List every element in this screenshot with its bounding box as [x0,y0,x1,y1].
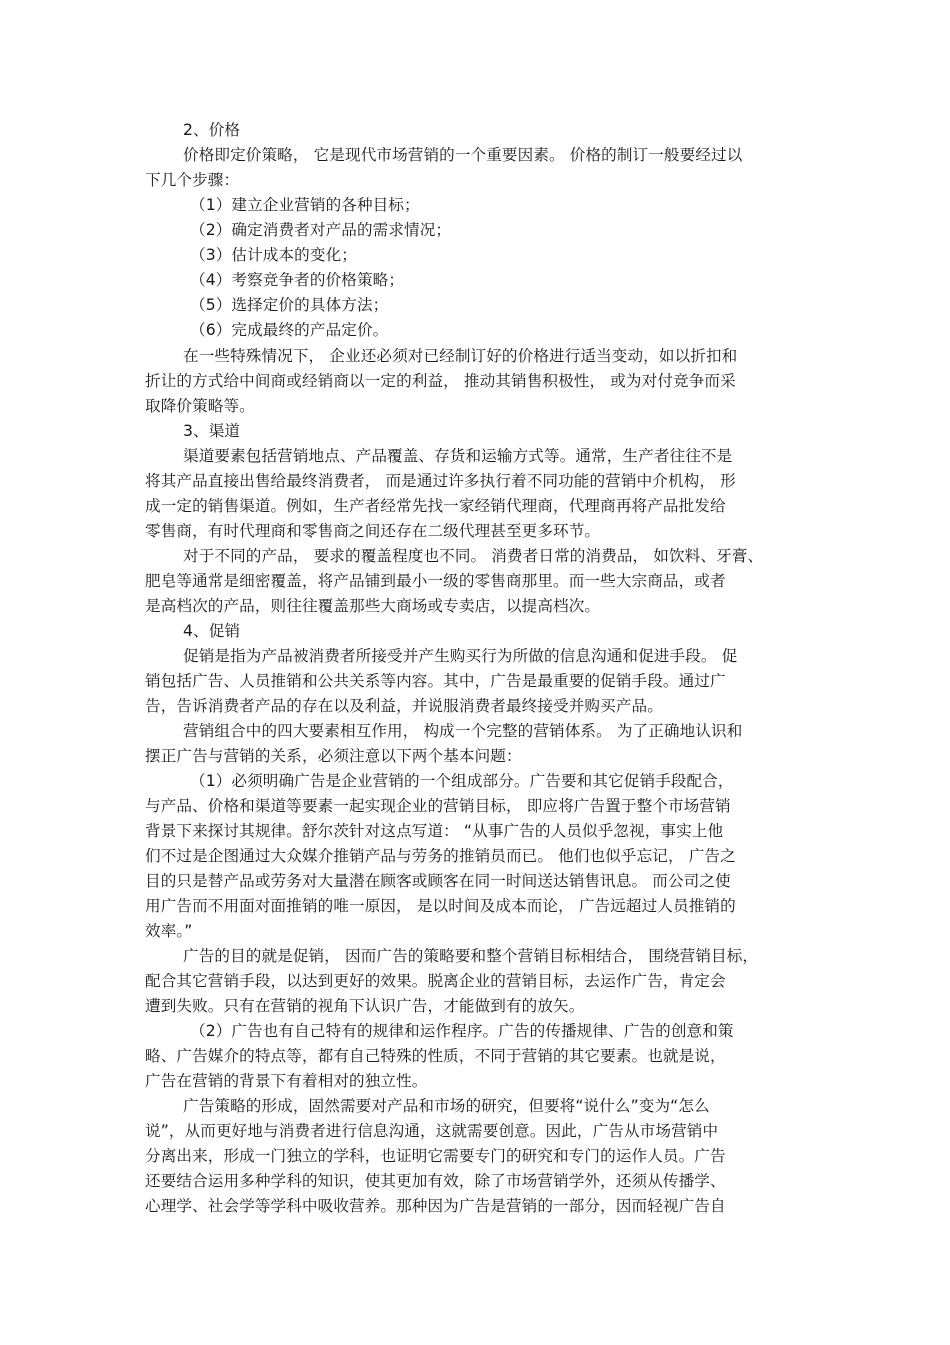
paragraph-line: 营销组合中的四大要素相互作用， 构成一个完整的营销体系。 为了正确地认识和 [183,722,743,740]
paragraph-line: 略、广告媒介的特点等，都有自己特殊的性质，不同于营销的其它要素。也就是说， [145,1047,726,1065]
list-item-step-3: （3）估计成本的变化； [190,246,357,264]
paragraph-line: 将其产品直接出售给最终消费者， 而是通过许多执行着不同功能的营销中介机构， 形 [145,472,736,490]
paragraph-line: 目的只是替产品或劳务对大量潜在顾客或顾客在同一时间送达销售讯息。 而公司之使 [145,872,731,890]
paragraph-line: 广告的目的就是促销， 因而广告的策略要和整个营销目标相结合， 围绕营销目标， [183,947,759,965]
heading-price: 2、价格 [183,121,241,139]
paragraph-line: 广告在营销的背景下有着相对的独立性。 [145,1072,428,1090]
paragraph-line: 们不过是企图通过大众媒介推销产品与劳务的推销员而已。 他们也似乎忘记， 广告之 [145,847,736,865]
paragraph-line: 遭到失败。只有在营销的视角下认识广告，才能做到有的放矢。 [145,997,585,1015]
paragraph-line: 告，告诉消费者产品的存在以及利益，并说服消费者最终接受并购买产品。 [145,697,663,715]
paragraph-line: 取降价策略等。 [145,397,255,415]
paragraph-line: 渠道要素包括营销地点、产品覆盖、存货和运输方式等。通常，生产者往往不是 [183,447,733,465]
list-item-step-1: （1）建立企业营销的各种目标； [190,196,420,214]
paragraph-line: 促销是指为产品被消费者所接受并产生购买行为所做的信息沟通和促进手段。 促 [183,647,738,665]
paragraph-line: 广告策略的形成，固然需要对产品和市场的研究，但要将“说什么”变为“怎么 [183,1097,710,1115]
paragraph-line: 摆正广告与营销的关系，必须注意以下两个基本问题： [145,747,522,765]
paragraph-line: 说”，从而更好地与消费者进行信息沟通，这就需要创意。因此，广告从市场营销中 [145,1122,719,1140]
list-item-step-6: （6）完成最终的产品定价。 [190,321,389,339]
list-item-step-2: （2）确定消费者对产品的需求情况； [190,221,452,239]
paragraph-line: （1）必须明确广告是企业营销的一个组成部分。广告要和其它促销手段配合， [190,772,734,790]
paragraph-line: 配合其它营销手段，以达到更好的效果。脱离企业的营销目标，去运作广告，肯定会 [145,972,726,990]
paragraph-line: 在一些特殊情况下， 企业还必须对已经制订好的价格进行适当变动，如以折扣和 [183,347,738,365]
list-item-step-5: （5）选择定价的具体方法； [190,296,389,314]
paragraph-line: 价格即定价策略， 它是现代市场营销的一个重要因素。 价格的制订一般要经过以 [183,146,743,164]
paragraph-line: 折让的方式给中间商或经销商以一定的利益， 推动其销售积极性， 或为对付竞争而采 [145,372,736,390]
paragraph-line: 是高档次的产品，则往往覆盖那些大商场或专卖店，以提高档次。 [145,597,601,615]
paragraph-line: 还要结合运用多种学科的知识，使其更加有效，除了市场营销学外，还须从传播学、 [145,1172,726,1190]
paragraph-line: 分离出来，形成一门独立的学科，也证明它需要专门的研究和专门的运作人员。广告 [145,1147,726,1165]
list-item-step-4: （4）考察竞争者的价格策略； [190,271,405,289]
heading-channel: 3、渠道 [183,422,241,440]
paragraph-line: 成一定的销售渠道。例如，生产者经常先找一家经销代理商，代理商再将产品批发给 [145,497,726,515]
paragraph-line: 销包括广告、人员推销和公共关系等内容。其中，广告是最重要的促销手段。通过广 [145,672,726,690]
paragraph-line: 与产品、价格和渠道等要素一起实现企业的营销目标， 即应将广告置于整个市场营销 [145,797,731,815]
paragraph-line: （2）广告也有自己特有的规律和运作程序。广告的传播规律、广告的创意和策 [190,1022,734,1040]
paragraph-line: 用广告而不用面对面推销的唯一原因， 是以时间及成本而论， 广告远超过人员推销的 [145,897,736,915]
paragraph-line: 背景下来探讨其规律。舒尔茨针对这点写道： “从事广告的人员似乎忽视，事实上他 [145,822,724,840]
heading-promotion: 4、促销 [183,622,241,640]
paragraph-line: 对于不同的产品， 要求的覆盖程度也不同。 消费者日常的消费品， 如饮料、牙膏、 [183,547,764,565]
paragraph-line: 肥皂等通常是细密覆盖，将产品铺到最小一级的零售商那里。而一些大宗商品，或者 [145,572,726,590]
paragraph-line: 下几个步骤： [145,171,240,189]
paragraph-line: 效率。” [145,922,193,940]
paragraph-line: 心理学、社会学等学科中吸收营养。那种因为广告是营销的一部分，因而轻视广告自 [145,1197,726,1215]
paragraph-line: 零售商，有时代理商和零售商之间还存在二级代理甚至更多环节。 [145,522,601,540]
